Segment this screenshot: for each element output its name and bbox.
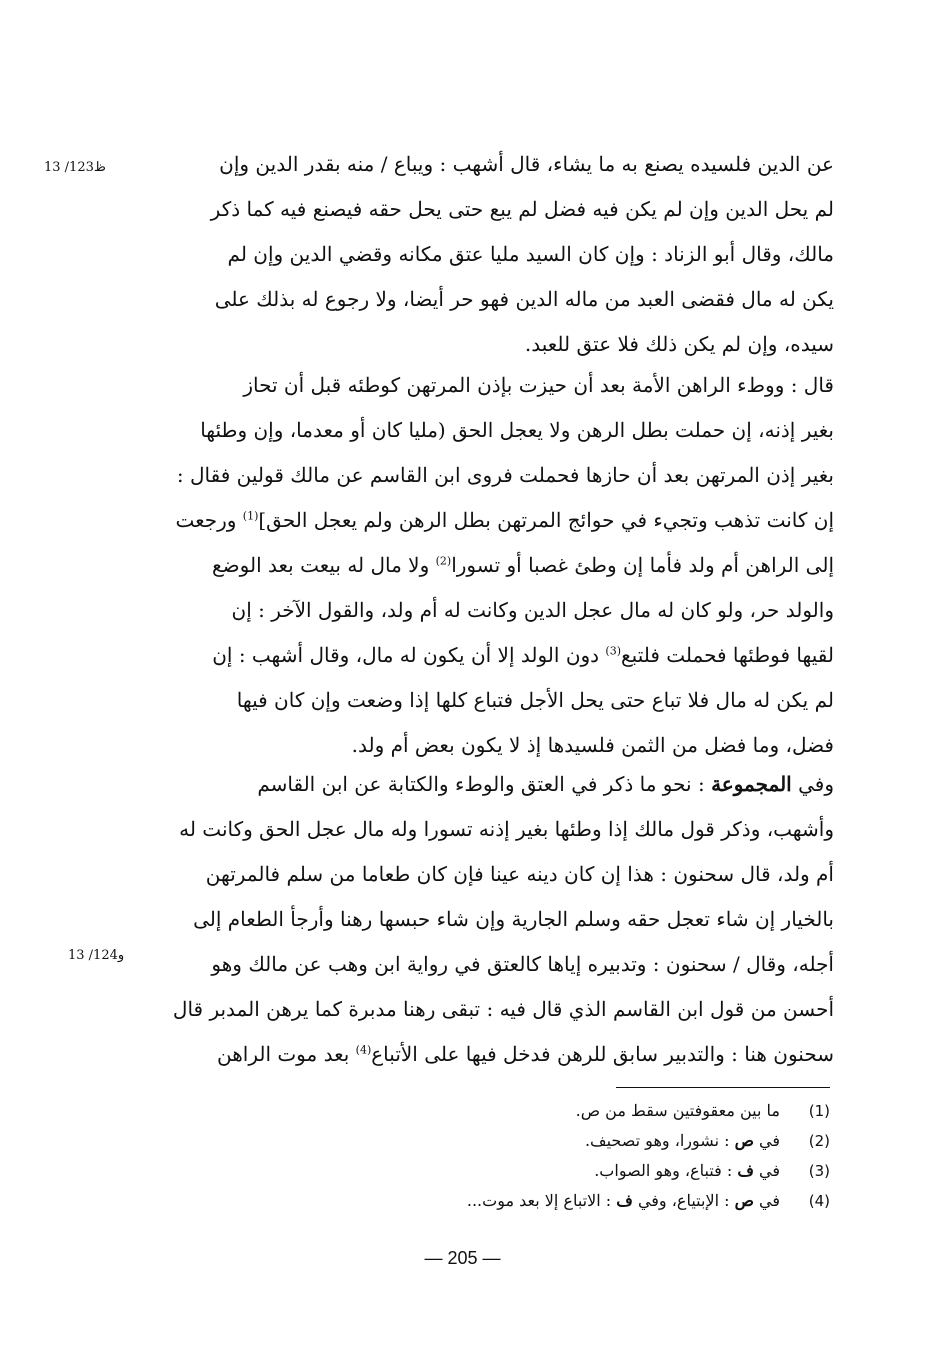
bold-term: ف [737, 1161, 754, 1180]
text-run: يكن له مال فقضى العبد من ماله الدين فهو حر أيضا، ولا رجوع له بذلك على [214, 287, 834, 311]
text-run: مالك، وقال أبو الزناد : وإن كان السيد مليا عتق مكانه وقضي الدين وإن لم [227, 242, 834, 266]
footnote-separator [616, 1087, 830, 1088]
text-line [160, 678, 834, 723]
footnote-text [594, 1156, 788, 1186]
text-run: ولا مال له بيعت بعد الوضع [212, 553, 436, 577]
text-run: لم يحل الدين وإن لم يكن فيه فضل لم يبع حتى يحل حقه فيصنع فيه كما ذكر [210, 197, 834, 221]
text-run: : فتباع، وهو الصواب. [594, 1161, 738, 1180]
text-line [160, 807, 834, 852]
text-run: بغير إذن المرتهن بعد أن حازها فحملت فروى ابن القاسم عن مالك قولين فقال : [176, 463, 834, 487]
text-line [160, 408, 834, 453]
text-run: وفي [791, 772, 834, 796]
text-run: إن كانت تذهب وتجيء في حوائج المرتهن بطل الرهن ولم يعجل الحق] [258, 508, 834, 532]
text-run: بعد موت الراهن [216, 1042, 356, 1066]
text-run: أحسن من قول ابن القاسم الذي قال فيه : تبقى رهنا مدبرة كما يرهن المدبر قال [172, 997, 834, 1021]
text-run: بالخيار إن شاء تعجل حقه وسلم الجارية وإن شاء حبسها رهنا وأرجأ الطعام إلى [193, 907, 834, 931]
text-run: في [753, 1191, 780, 1210]
text-line [160, 322, 834, 367]
text-line [160, 453, 834, 498]
footnote-reference: (1) [242, 509, 259, 523]
text-line [160, 187, 834, 232]
text-line [160, 633, 834, 678]
text-line [160, 1032, 834, 1077]
footnote-number: (1) [808, 1102, 830, 1120]
text-line [160, 987, 834, 1032]
text-run: قال : ووطء الراهن الأمة بعد أن حيزت بإذن المرتهن كوطئه قبل أن تحاز [243, 373, 834, 397]
footnote-text [576, 1096, 788, 1126]
text-run: ما بين معقوفتين سقط من ص. [575, 1101, 780, 1120]
footnote-number: (4) [808, 1192, 830, 1210]
footnote-number: (2) [808, 1132, 830, 1150]
text-run: والولد حر، ولو كان له مال عجل الدين وكانت له أم ولد، والقول الآخر : إن [231, 598, 834, 622]
footnote-text [585, 1126, 788, 1156]
text-run: ورجعت [175, 508, 243, 532]
footnotes [380, 1096, 830, 1216]
text-line [160, 277, 834, 322]
text-run: سيده، وإن لم يكن ذلك فلا عتق للعبد. [524, 332, 834, 356]
text-run: إلى الراهن أم ولد فأما إن وطئ غصبا أو تسورا [451, 553, 834, 577]
text-run: عن الدين فلسيده يصنع به ما يشاء، قال أشهب : ويباع / منه بقدر الدين وإن [219, 152, 834, 176]
footnote [380, 1156, 830, 1186]
text-line [160, 543, 834, 588]
bold-term: ف [616, 1191, 633, 1210]
text-run: سحنون هنا : والتدبير سابق للرهن فدخل فيها على الأتباع [371, 1042, 834, 1066]
footnote [380, 1096, 830, 1126]
text-line [160, 142, 834, 187]
footnote-reference: (2) [435, 554, 452, 568]
folio-marker: 13 /124و [68, 948, 125, 963]
footnote [380, 1126, 830, 1156]
text-run: : الإبتياع، وفي [632, 1191, 735, 1210]
text-line [160, 232, 834, 277]
text-run: بغير إذنه، إن حملت بطل الرهن ولا يعجل الحق (مليا كان أو معدما، وإن وطئها [200, 418, 834, 442]
paragraph [160, 762, 834, 1077]
bold-term: المجموعة [711, 772, 792, 796]
text-run: لم يكن له مال فلا تباع حتى يحل الأجل فتباع كلها إذا وضعت وإن كان فيها [236, 688, 834, 712]
text-run: دون الولد إلا أن يكون له مال، وقال أشهب : إن [212, 643, 606, 667]
text-run: : نحو ما ذكر في العتق والوطء والكتابة عن ابن القاسم [257, 772, 712, 796]
text-run: في [753, 1161, 780, 1180]
text-line [160, 942, 834, 987]
paragraph [160, 363, 834, 768]
text-run: : نشورا، وهو تصحيف. [584, 1131, 735, 1150]
page-number: — 205 — [424, 1248, 501, 1268]
text-line [160, 762, 834, 807]
footnote [380, 1186, 830, 1216]
bold-term: ص [734, 1191, 754, 1210]
paragraph [160, 142, 834, 367]
folio-marker: 13 /123ظ [44, 160, 106, 175]
footnote-reference: (3) [605, 644, 622, 658]
text-run: في [753, 1131, 780, 1150]
text-line [160, 588, 834, 633]
text-run: أجله، وقال / سحنون : وتدبيره إياها كالعتق في رواية ابن وهب عن مالك وهو [211, 952, 834, 976]
text-line [160, 852, 834, 897]
bold-term: ص [734, 1131, 754, 1150]
footnote-reference: (4) [355, 1043, 372, 1057]
text-line [160, 897, 834, 942]
footnote-text [467, 1186, 788, 1216]
text-line [160, 363, 834, 408]
text-run: لقيها فوطئها فحملت فلتبع [621, 643, 834, 667]
text-line [160, 498, 834, 543]
text-run: وأشهب، وذكر قول مالك إذا وطئها بغير إذنه تسورا وله مال عجل الحق وكانت له [179, 817, 834, 841]
text-run: فضل، وما فضل من الثمن فلسيدها إذ لا يكون بعض أم ولد. [351, 733, 834, 757]
text-run: : الاتباع إلا بعد موت... [466, 1191, 617, 1210]
text-run: أم ولد، قال سحنون : هذا إن كان دينه عينا فإن كان طعاما من سلم فالمرتهن [205, 862, 834, 886]
footnote-number: (3) [808, 1162, 830, 1180]
